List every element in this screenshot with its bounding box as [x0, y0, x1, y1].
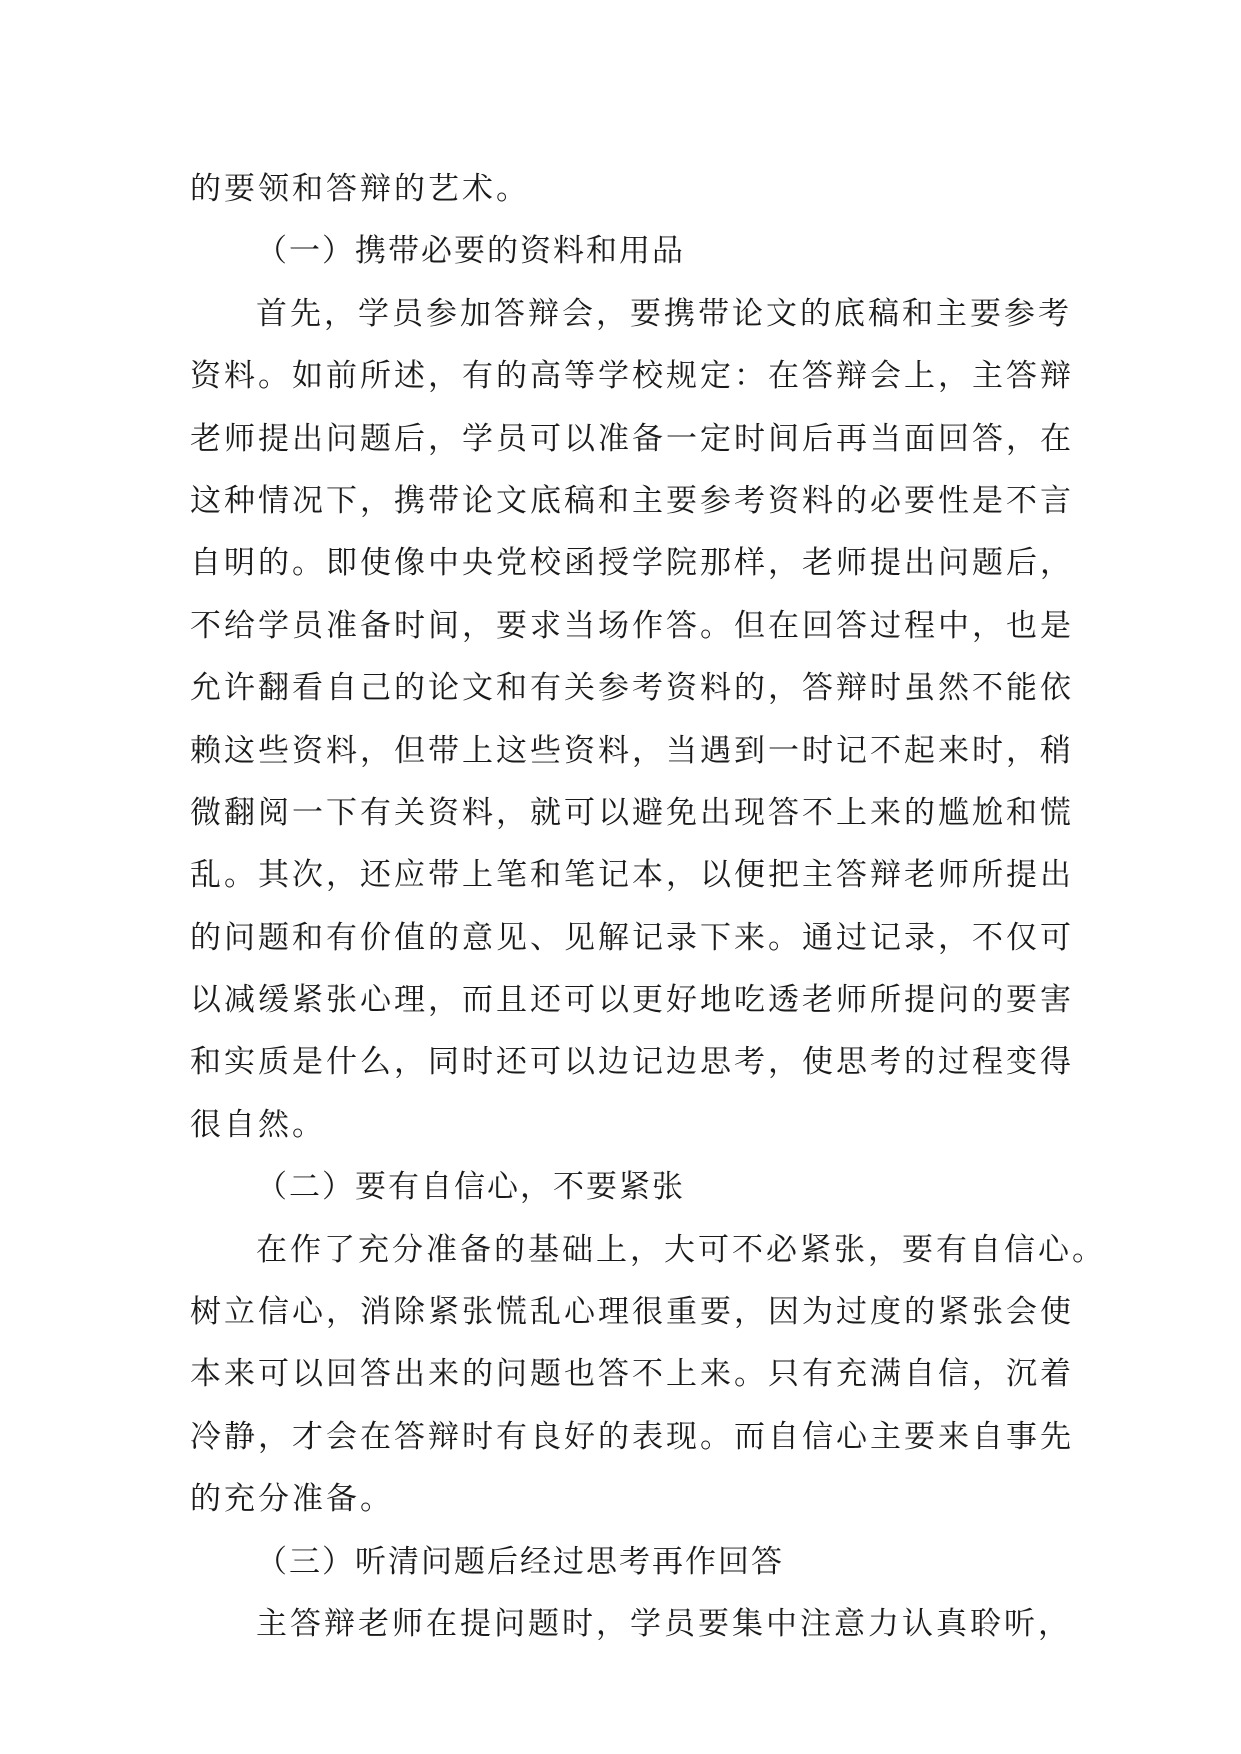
- section-heading: （一）携带必要的资料和用品: [256, 233, 685, 270]
- paragraph-line: 树立信心，消除紧张慌乱心理很重要，因为过度的紧张会使: [190, 1294, 1074, 1331]
- section-heading: （三）听清问题后经过思考再作回答: [256, 1543, 784, 1580]
- paragraph-line: 很自然。: [190, 1106, 326, 1143]
- paragraph-line: 的要领和答辩的艺术。: [190, 171, 530, 207]
- paragraph-line: 微翻阅一下有关资料，就可以避免出现答不上来的尴尬和慌: [190, 794, 1074, 831]
- paragraph-line: 赖这些资料，但带上这些资料，当遇到一时记不起来时，稍: [190, 732, 1074, 769]
- paragraph-line: 冷静，才会在答辩时有良好的表现。而自信心主要来自事先: [190, 1418, 1074, 1455]
- paragraph-line: 的充分准备。: [190, 1481, 394, 1518]
- paragraph-line: 资料。如前所述，有的高等学校规定：在答辩会上，主答辩: [190, 358, 1074, 395]
- paragraph-line: 首先，学员参加答辩会，要携带论文的底稿和主要参考: [256, 295, 1072, 332]
- paragraph-line: 自明的。即使像中央党校函授学院那样，老师提出问题后，: [190, 545, 1074, 582]
- paragraph-line: 老师提出问题后，学员可以准备一定时间后再当面回答，在: [190, 420, 1074, 457]
- document-page: [190, 158, 1106, 1655]
- paragraph-line: 不给学员准备时间，要求当场作答。但在回答过程中，也是: [190, 607, 1074, 644]
- paragraph-line: 的问题和有价值的意见、见解记录下来。通过记录，不仅可: [190, 919, 1074, 956]
- paragraph-line: 以减缓紧张心理，而且还可以更好地吃透老师所提问的要害: [190, 982, 1074, 1019]
- paragraph-line: 允许翻看自己的论文和有关参考资料的，答辩时虽然不能依: [190, 670, 1074, 707]
- paragraph-line: 和实质是什么，同时还可以边记边思考，使思考的过程变得: [190, 1044, 1074, 1081]
- section-heading: （二）要有自信心，不要紧张: [256, 1169, 685, 1206]
- paragraph-line: 主答辩老师在提问题时，学员要集中注意力认真聆听，: [256, 1605, 1072, 1642]
- paragraph-line: 乱。其次，还应带上笔和笔记本，以便把主答辩老师所提出: [190, 857, 1074, 894]
- paragraph-line: 在作了充分准备的基础上，大可不必紧张，要有自信心。: [256, 1231, 1106, 1268]
- paragraph-line: 本来可以回答出来的问题也答不上来。只有充满自信，沉着: [190, 1356, 1074, 1393]
- paragraph-line: 这种情况下，携带论文底稿和主要参考资料的必要性是不言: [190, 482, 1074, 519]
